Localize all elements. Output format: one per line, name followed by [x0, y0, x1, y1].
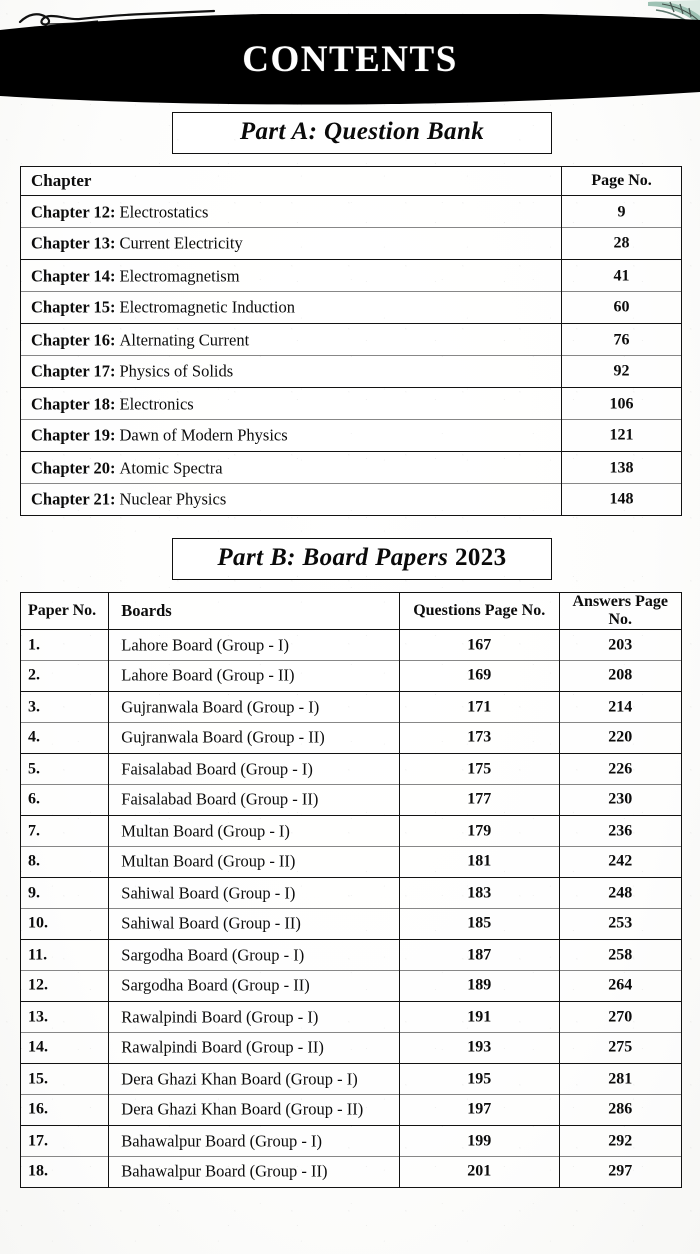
answers-page-number: 292: [559, 1126, 681, 1157]
board-name: Gujranwala Board (Group - II): [109, 722, 400, 753]
board-name: Dera Ghazi Khan Board (Group - II): [109, 1094, 400, 1125]
part-b-heading-text: Part B: Board Papers: [217, 544, 449, 571]
board-papers-table-body: [21, 630, 682, 1188]
chapters-table: [20, 166, 682, 516]
paper-number: 5.: [21, 754, 109, 785]
table-row: [21, 1002, 682, 1033]
questions-page-number: 179: [399, 816, 559, 847]
column-header-questions-page: Questions Page No.: [399, 593, 559, 630]
table-row: [21, 227, 682, 259]
chapter-cell: [21, 227, 562, 259]
chapter-title: Atomic Spectra: [119, 458, 223, 478]
chapter-number: Chapter 13:: [31, 233, 116, 253]
board-name: Multan Board (Group - I): [109, 816, 400, 847]
table-row: [21, 692, 682, 723]
paper-number: 6.: [21, 784, 109, 815]
questions-page-number: 183: [399, 878, 559, 909]
chapter-page-number: 121: [562, 419, 682, 451]
table-row: [21, 1064, 682, 1095]
chapter-title: Physics of Solids: [119, 361, 234, 381]
questions-page-number: 193: [399, 1032, 559, 1063]
chapter-title: Nuclear Physics: [119, 489, 227, 509]
chapter-number: Chapter 19:: [31, 425, 116, 445]
board-name: Sargodha Board (Group - II): [109, 970, 400, 1001]
questions-page-number: 171: [399, 692, 559, 723]
chapter-page-number: 92: [562, 355, 682, 387]
questions-page-number: 181: [399, 846, 559, 877]
column-header-chapter: Chapter: [21, 167, 562, 196]
chapter-number: Chapter 18:: [31, 394, 116, 414]
answers-page-number: 253: [559, 908, 681, 939]
chapter-number: Chapter 20:: [31, 458, 116, 478]
chapter-title: Electromagnetism: [119, 266, 240, 286]
board-name: Multan Board (Group - II): [109, 846, 400, 877]
board-name: Sahiwal Board (Group - II): [109, 908, 400, 939]
questions-page-number: 177: [399, 784, 559, 815]
column-header-page-no: Page No.: [562, 167, 682, 196]
table-row: [21, 816, 682, 847]
chapter-title: Electrostatics: [119, 202, 209, 222]
questions-page-number: 185: [399, 908, 559, 939]
paper-number: 11.: [21, 940, 109, 971]
chapter-number: Chapter 17:: [31, 361, 116, 381]
chapter-cell: [21, 291, 562, 323]
chapter-page-number: 138: [562, 452, 682, 484]
column-header-paper-no: Paper No.: [21, 593, 109, 630]
paper-number: 18.: [21, 1156, 109, 1187]
chapters-table-body: [21, 196, 682, 516]
board-name: Lahore Board (Group - I): [109, 630, 400, 661]
board-name: Lahore Board (Group - II): [109, 660, 400, 691]
table-header-row: [21, 593, 682, 630]
table-row: [21, 355, 682, 387]
table-header-row: [21, 167, 682, 196]
chapter-cell: [21, 196, 562, 228]
answers-page-number: 258: [559, 940, 681, 971]
chapter-page-number: 106: [562, 388, 682, 420]
part-a-heading-text: Part A: Question Bank: [239, 118, 485, 145]
table-row: [21, 1156, 682, 1187]
table-row: [21, 660, 682, 691]
answers-page-number: 214: [559, 692, 681, 723]
chapter-title: Current Electricity: [119, 233, 243, 253]
board-name: Dera Ghazi Khan Board (Group - I): [109, 1064, 400, 1095]
chapter-cell: [21, 419, 562, 451]
chapter-cell: [21, 388, 562, 420]
table-row: [21, 483, 682, 515]
table-row: [21, 970, 682, 1001]
paper-number: 15.: [21, 1064, 109, 1095]
answers-page-number: 203: [559, 630, 681, 661]
chapter-number: Chapter 12:: [31, 202, 116, 222]
questions-page-number: 169: [399, 660, 559, 691]
answers-page-number: 242: [559, 846, 681, 877]
board-name: Rawalpindi Board (Group - I): [109, 1002, 400, 1033]
table-row: [21, 452, 682, 484]
column-header-answers-page: Answers Page No.: [559, 593, 681, 630]
answers-page-number: 275: [559, 1032, 681, 1063]
chapter-page-number: 41: [562, 260, 682, 292]
questions-page-number: 197: [399, 1094, 559, 1125]
board-name: Bahawalpur Board (Group - I): [109, 1126, 400, 1157]
chapter-number: Chapter 21:: [31, 489, 116, 509]
questions-page-number: 199: [399, 1126, 559, 1157]
paper-number: 1.: [21, 630, 109, 661]
chapter-page-number: 76: [562, 324, 682, 356]
table-row: [21, 630, 682, 661]
chapter-title: Dawn of Modern Physics: [119, 425, 288, 445]
paper-number: 17.: [21, 1126, 109, 1157]
chapter-title: Electromagnetic Induction: [119, 297, 295, 317]
table-row: [21, 1032, 682, 1063]
answers-page-number: 286: [559, 1094, 681, 1125]
answers-page-number: 220: [559, 722, 681, 753]
page-title: CONTENTS: [242, 39, 458, 80]
paper-number: 16.: [21, 1094, 109, 1125]
questions-page-number: 167: [399, 630, 559, 661]
paper-number: 14.: [21, 1032, 109, 1063]
questions-page-number: 195: [399, 1064, 559, 1095]
board-papers-table: [20, 592, 682, 1188]
board-name: Sargodha Board (Group - I): [109, 940, 400, 971]
chapter-title: Electronics: [119, 394, 194, 414]
board-name: Rawalpindi Board (Group - II): [109, 1032, 400, 1063]
questions-page-number: 175: [399, 754, 559, 785]
answers-page-number: 248: [559, 878, 681, 909]
paper-number: 12.: [21, 970, 109, 1001]
questions-page-number: 201: [399, 1156, 559, 1187]
board-name: Faisalabad Board (Group - II): [109, 784, 400, 815]
chapter-cell: [21, 324, 562, 356]
table-row: [21, 908, 682, 939]
answers-page-number: 270: [559, 1002, 681, 1033]
questions-page-number: 191: [399, 1002, 559, 1033]
table-row: [21, 846, 682, 877]
questions-page-number: 189: [399, 970, 559, 1001]
table-row: [21, 419, 682, 451]
table-row: [21, 291, 682, 323]
part-a-heading: [172, 112, 552, 154]
paper-number: 9.: [21, 878, 109, 909]
answers-page-number: 297: [559, 1156, 681, 1187]
table-row: [21, 324, 682, 356]
part-b-heading-year: 2023: [454, 544, 507, 571]
chapter-cell: [21, 260, 562, 292]
answers-page-number: 264: [559, 970, 681, 1001]
chapter-number: Chapter 15:: [31, 297, 116, 317]
paper-number: 3.: [21, 692, 109, 723]
chapter-number: Chapter 16:: [31, 330, 116, 350]
answers-page-number: 230: [559, 784, 681, 815]
chapter-page-number: 28: [562, 227, 682, 259]
questions-page-number: 187: [399, 940, 559, 971]
board-name: Bahawalpur Board (Group - II): [109, 1156, 400, 1187]
table-row: [21, 260, 682, 292]
table-row: [21, 722, 682, 753]
chapter-title: Alternating Current: [119, 330, 250, 350]
paper-number: 7.: [21, 816, 109, 847]
questions-page-number: 173: [399, 722, 559, 753]
chapter-cell: [21, 452, 562, 484]
board-name: Sahiwal Board (Group - I): [109, 878, 400, 909]
board-name: Gujranwala Board (Group - I): [109, 692, 400, 723]
answers-page-number: 226: [559, 754, 681, 785]
chapter-page-number: 148: [562, 483, 682, 515]
answers-page-number: 281: [559, 1064, 681, 1095]
table-row: [21, 878, 682, 909]
part-b-heading: [172, 538, 552, 580]
table-row: [21, 1126, 682, 1157]
column-header-boards: Boards: [109, 593, 400, 630]
table-row: [21, 388, 682, 420]
table-row: [21, 196, 682, 228]
table-row: [21, 1094, 682, 1125]
table-row: [21, 754, 682, 785]
chapter-page-number: 9: [562, 196, 682, 228]
chapter-number: Chapter 14:: [31, 266, 116, 286]
answers-page-number: 208: [559, 660, 681, 691]
chapter-cell: [21, 483, 562, 515]
table-row: [21, 784, 682, 815]
paper-number: 13.: [21, 1002, 109, 1033]
answers-page-number: 236: [559, 816, 681, 847]
paper-number: 2.: [21, 660, 109, 691]
paper-number: 4.: [21, 722, 109, 753]
chapter-cell: [21, 355, 562, 387]
chapter-page-number: 60: [562, 291, 682, 323]
paper-number: 8.: [21, 846, 109, 877]
table-row: [21, 940, 682, 971]
paper-number: 10.: [21, 908, 109, 939]
board-name: Faisalabad Board (Group - I): [109, 754, 400, 785]
